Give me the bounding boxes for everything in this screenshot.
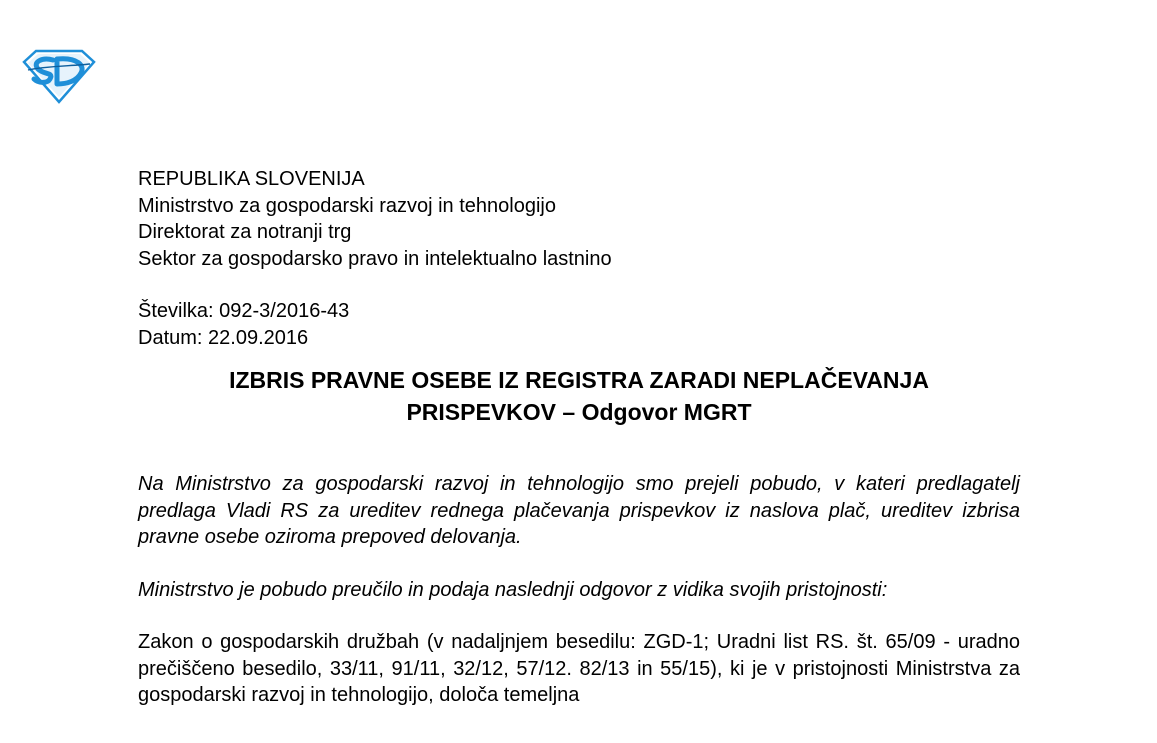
header-directorate: Direktorat za notranji trg: [138, 221, 352, 243]
header-sector: Sektor za gospodarsko pravo in intelektualno lastnino: [138, 247, 612, 270]
document-number: Številka: 092-3/2016-43: [138, 300, 350, 322]
sd-logo: [22, 48, 96, 104]
paragraph-law: Zakon o gospodarskih družbah (v nadaljnjem besedilu: ZGD-1; Uradni list RS. št. 65/09 - uradno prečiščeno besedilo, 33/11, 91/11, 32/12, 57/12. 82/13 in 55/15), ki je v pristojnosti Ministrstva za gospodarski razvoj in tehnologijo, določa temeljna: [138, 631, 1020, 706]
title-line-1: IZBRIS PRAVNE OSEBE IZ REGISTRA ZARADI NEPLAČEVANJA: [229, 367, 929, 393]
document-date: Datum: 22.09.2016: [138, 326, 309, 349]
title-line-2: PRISPEVKOV – Odgovor MGRT: [406, 399, 752, 425]
paragraph-response-intro: Ministrstvo je pobudo preučilo in podaja naslednji odgovor z vidika svojih pristojnosti:: [138, 578, 888, 601]
sd-diamond-logo-icon: [22, 48, 96, 104]
header-ministry: Ministrstvo za gospodarski razvoj in tehnologijo: [138, 194, 556, 217]
spacer: [138, 428, 1020, 471]
spacer: [138, 551, 1020, 577]
spacer: [138, 272, 1020, 298]
document-body: [138, 166, 1020, 709]
spacer: [138, 603, 1020, 629]
paragraph-intro: Na Ministrstvo za gospodarski razvoj in tehnologijo smo prejeli pobudo, v kateri predlagatelj predlaga Vladi RS za ureditev rednega plačevanja prispevkov iz naslova plač, ureditev izbrisa pravne osebe oziroma prepoved delovanja.: [138, 473, 1020, 548]
header-republic: REPUBLIKA SLOVENIJA: [138, 168, 365, 190]
document-title: [138, 364, 1020, 428]
